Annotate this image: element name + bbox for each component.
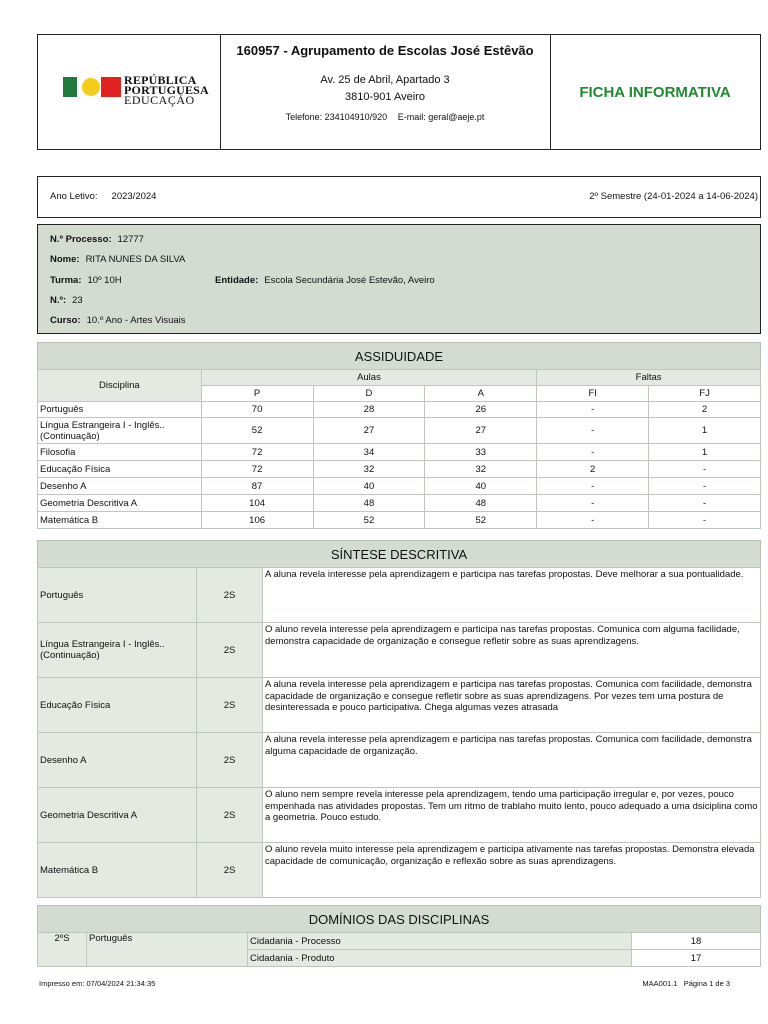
table-row (38, 402, 761, 418)
logo-line2: PORTUGUESA (124, 83, 209, 97)
row-p: 70 (201, 402, 313, 418)
assiduidade-table (37, 369, 761, 529)
row-fi: - (537, 418, 649, 444)
assiduidade-title: ASSIDUIDADE (37, 342, 761, 370)
row-disciplina: Filosofia (38, 444, 202, 461)
name-value: RITA NUNES DA SILVA (85, 254, 186, 265)
address-line2: 3810-901 Aveiro (345, 91, 425, 103)
col-disciplina: Disciplina (38, 370, 202, 402)
row-fj: - (649, 495, 761, 512)
row-disciplina: Educação Física (38, 678, 197, 733)
name-row (50, 254, 185, 265)
dominio-value: 18 (632, 933, 761, 950)
row-disciplina: Português (38, 402, 202, 418)
row-period: 2S (197, 568, 263, 623)
dominio-name: Cidadania - Produto (248, 950, 632, 967)
logo-line3: EDUCAÇÃO (124, 93, 195, 107)
row-description: A aluna revela interesse pela aprendizagem e participa nas tarefas propostas. Comunica com facilidade, demonstra capacidade de organização e consegue refletir sobre as suas aprendizagens. Por vezes tem uma postura de desinteressada e pouco participativa. Chega algumas vezes atrasada (263, 678, 761, 733)
page-number: Página 1 de 3 (683, 979, 730, 988)
row-disciplina: Português (38, 568, 197, 623)
dominios-title: DOMÍNIOS DAS DISCIPLINAS (37, 905, 761, 933)
row-disciplina: Desenho A (38, 733, 197, 788)
logo-cell (38, 35, 221, 149)
row-a: 40 (425, 478, 537, 495)
row-d: 40 (313, 478, 425, 495)
table-row (38, 843, 761, 898)
class-value: 10º 10H (87, 275, 122, 286)
number-label: N.º: (50, 295, 67, 306)
entity-value: Escola Secundária José Estevão, Aveiro (264, 275, 435, 286)
process-value: 12777 (117, 234, 144, 245)
row-d: 27 (313, 418, 425, 444)
row-fj: 1 (649, 444, 761, 461)
phone-text: Telefone: 234104910/920 (285, 112, 388, 122)
course-row (50, 315, 186, 326)
form-code: MAA001.1 (642, 979, 678, 988)
row-a: 52 (425, 512, 537, 529)
row-fi: - (537, 402, 649, 418)
school-info (220, 35, 551, 149)
row-p: 106 (201, 512, 313, 529)
row-fi: - (537, 512, 649, 529)
class-label: Turma: (50, 275, 82, 286)
row-d: 28 (313, 402, 425, 418)
row-d: 32 (313, 461, 425, 478)
row-a: 32 (425, 461, 537, 478)
row-fj: - (649, 461, 761, 478)
row-disciplina: Matemática B (38, 843, 197, 898)
row-period: 2S (197, 788, 263, 843)
row-period: 2S (197, 678, 263, 733)
table-row (38, 568, 761, 623)
row-d: 52 (313, 512, 425, 529)
table-row (38, 623, 761, 678)
process-label: N.º Processo: (50, 234, 112, 245)
course-value: 10.º Ano - Artes Visuais (86, 315, 186, 326)
table-row (38, 678, 761, 733)
entity-row (215, 275, 435, 286)
table-row (38, 733, 761, 788)
col-p: P (201, 386, 313, 402)
row-d: 34 (313, 444, 425, 461)
table-row (38, 461, 761, 478)
number-value: 23 (72, 295, 83, 306)
col-fj: FJ (649, 386, 761, 402)
row-a: 27 (425, 418, 537, 444)
row-p: 72 (201, 444, 313, 461)
col-d: D (313, 386, 425, 402)
table-row (38, 418, 761, 444)
school-year-label: Ano Letivo: (50, 191, 98, 202)
semester-text: 2º Semestre (24-01-2024 a 14-06-2024) (589, 191, 758, 202)
doc-title: FICHA INFORMATIVA (579, 83, 731, 101)
student-info-box (37, 224, 761, 334)
row-a: 48 (425, 495, 537, 512)
portugal-logo-icon (63, 77, 121, 97)
entity-label: Entidade: (215, 275, 259, 286)
email-text: E-mail: geral@aeje.pt (397, 112, 485, 122)
col-a: A (425, 386, 537, 402)
printed-date: Impresso em: 07/04/2024 21:34:35 (39, 979, 156, 988)
dominio-name: Cidadania - Processo (248, 933, 632, 950)
sintese-title: SÍNTESE DESCRITIVA (37, 540, 761, 568)
sintese-table (37, 567, 761, 898)
col-faltas: Faltas (537, 370, 761, 386)
table-row (38, 933, 761, 950)
school-year (50, 191, 156, 202)
row-period: 2S (197, 843, 263, 898)
logo-wordmark (124, 75, 209, 105)
row-p: 52 (201, 418, 313, 444)
row-p: 72 (201, 461, 313, 478)
document-header (37, 34, 761, 150)
row-description: O aluno revela muito interesse pela aprendizagem e participa ativamente nas tarefas propostas. Demonstra elevada capacidade de comunicação, organização e reflexão sobre as suas aprendizagens. (263, 843, 761, 898)
row-disciplina: Desenho A (38, 478, 202, 495)
school-year-value: 2023/2024 (111, 191, 157, 202)
row-fi: 2 (537, 461, 649, 478)
row-period: 2S (197, 733, 263, 788)
address-line1: Av. 25 de Abril, Apartado 3 (320, 74, 450, 86)
row-p: 104 (201, 495, 313, 512)
row-fj: 2 (649, 402, 761, 418)
table-row (38, 788, 761, 843)
number-row (50, 295, 83, 306)
row-fi: - (537, 478, 649, 495)
row-disciplina: Geometria Descritiva A (38, 788, 197, 843)
row-fi: - (537, 444, 649, 461)
row-fj: 1 (649, 418, 761, 444)
doc-title-cell (550, 35, 760, 149)
name-label: Nome: (50, 254, 80, 265)
col-fi: FI (537, 386, 649, 402)
row-description: A aluna revela interesse pela aprendizagem e participa nas tarefas propostas. Deve melhorar a sua pontualidade. (263, 568, 761, 623)
row-disciplina: Língua Estrangeira I - Inglês.. (Continuação) (38, 418, 202, 444)
dominio-value: 17 (632, 950, 761, 967)
dominios-table (37, 932, 761, 967)
row-a: 26 (425, 402, 537, 418)
row-description: O aluno revela interesse pela aprendizagem e participa nas tarefas propostas. Comunica com alguma facilidade, demonstra capacidade de organização e consegue refletir sobre as suas aprendizagens. (263, 623, 761, 678)
school-title: 160957 - Agrupamento de Escolas José Estêvão (236, 43, 534, 58)
process-row (50, 234, 144, 245)
table-row (38, 478, 761, 495)
course-label: Curso: (50, 315, 81, 326)
table-row (38, 495, 761, 512)
school-year-box (37, 176, 761, 218)
row-p: 87 (201, 478, 313, 495)
dominio-period: 2ºS (38, 933, 87, 967)
table-row (38, 512, 761, 529)
row-disciplina: Língua Estrangeira I - Inglês.. (Continuação) (38, 623, 197, 678)
row-disciplina: Geometria Descritiva A (38, 495, 202, 512)
dominio-discipline: Português (87, 933, 248, 967)
table-row (38, 444, 761, 461)
page-info (642, 979, 730, 988)
row-fj: - (649, 478, 761, 495)
row-disciplina: Educação Física (38, 461, 202, 478)
school-contact (220, 112, 550, 122)
row-description: O aluno nem sempre revela interesse pela aprendizagem, tendo uma participação irregular e, por vezes, pouco empenhada nas atividades propostas. Tem um ritmo de trablaho muito lento, pouco adequado a uma dsiciplina como a geometria. Pouco estudo. (263, 788, 761, 843)
row-a: 33 (425, 444, 537, 461)
row-description: A aluna revela interesse pela aprendizagem e participa nas tarefas propostas. Comunica com facilidade, demonstra alguma capacidade de organização. (263, 733, 761, 788)
class-row (50, 275, 122, 286)
school-address (220, 72, 550, 106)
row-fi: - (537, 495, 649, 512)
row-d: 48 (313, 495, 425, 512)
col-aulas: Aulas (201, 370, 537, 386)
logo-line1: REPÚBLICA (124, 73, 197, 87)
row-fj: - (649, 512, 761, 529)
row-disciplina: Matemática B (38, 512, 202, 529)
row-period: 2S (197, 623, 263, 678)
